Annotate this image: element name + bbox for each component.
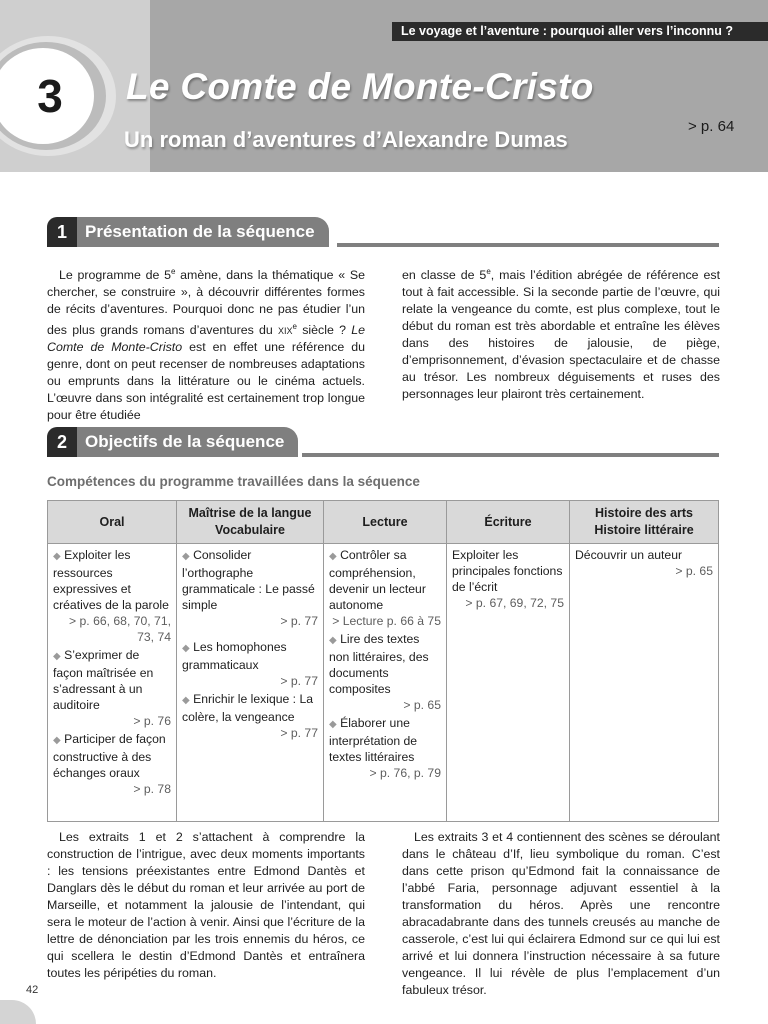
- page-subtitle: Un roman d’aventures d’Alexandre Dumas: [124, 127, 568, 152]
- table-title: Compétences du programme travaillées dans la séquence: [47, 474, 420, 489]
- list-item: ◆ Élaborer une interprétation de textes littéraires > p. 76, p. 79: [329, 716, 441, 780]
- header-ecriture: Écriture: [447, 501, 570, 544]
- section-1-rule: [337, 243, 719, 247]
- list-item: ◆ Consolider l’orthographe grammaticale : Le passé simple > p. 77: [182, 548, 318, 628]
- section-1-column-1: Le programme de 5e amène, dans la thématique « Se chercher, se construire », à découvrir différentes formes de récits d’aventures. Pourquoi donc ne pas étudier l’un des plus grands romans d’aventures du xix$^e$ siècle ? Le Comte de Monte-Cristo est en effet une référence du genre, dont on peut recenser de nombreuses adaptations ou emprunts dans la littérature ou le cinéma actuels. L’œuvre dans son intégralité est certainement trop longue pour être étudiée: [47, 267, 366, 423]
- list-item: ◆ Exploiter les ressources expressives et créatives de la parole > p. 66, 68, 70, 71, 73, 74: [53, 548, 171, 644]
- header-histoire: Histoire des arts Histoire littéraire: [570, 501, 719, 544]
- section-2-rule: [302, 453, 719, 457]
- section-2-number: 2: [47, 427, 77, 457]
- table-row: [48, 544, 719, 822]
- list-item: ◆ Les homophones grammaticaux > p. 77: [182, 640, 318, 688]
- section-2-label: Objectifs de la séquence: [77, 427, 298, 457]
- header-oral: Oral: [48, 501, 177, 544]
- list-item: ◆ Participer de façon constructive à des échanges oraux > p. 78: [53, 732, 171, 796]
- page-title: Le Comte de Monte-Cristo: [126, 66, 594, 107]
- header-page-ref: > p. 64: [688, 118, 735, 135]
- list-item: ◆ S’exprimer de façon maîtrisée en s’adressant à un auditoire > p. 76: [53, 648, 171, 728]
- page-corner-tab: [0, 1000, 36, 1024]
- list-item: Découvrir un auteur > p. 65: [575, 548, 713, 578]
- header-langue: Maîtrise de la langue Vocabulaire: [177, 501, 324, 544]
- chapter-number: 3: [0, 48, 94, 144]
- cell-langue: [177, 544, 324, 822]
- cell-lecture: [324, 544, 447, 822]
- competences-table: [47, 500, 719, 822]
- section-1-heading: [47, 217, 719, 247]
- list-item: ◆ Enrichir le lexique : La colère, la vengeance > p. 77: [182, 692, 318, 740]
- cell-histoire: [570, 544, 719, 822]
- bottom-column-2: Les extraits 3 et 4 contiennent des scènes se déroulant dans le château d’If, lieu symbolique du roman. C’est dans cette prison qu’Edmond fait la connaissance de l’abbé Faria, personnage adjuvant essentiel à la transformation du héros. Après une rencontre abracadabrante dans des tunnels creusés au manche de casserole, c’est lui qui éclairera Edmond sur ce qui lui est arrivé et lui donnera l’instruction nécessaire à sa future vengeance. Il lui révèle de plus l’emplacement d’un fabuleux trésor.: [402, 830, 720, 997]
- list-item: ◆ Lire des textes non littéraires, des documents composites > p. 65: [329, 632, 441, 712]
- cell-ecriture: [447, 544, 570, 822]
- section-2-heading: [47, 427, 719, 457]
- list-item: ◆ Contrôler sa compréhension, devenir un lecteur autonome > Lecture p. 66 à 75: [329, 548, 441, 628]
- page-number: 42: [26, 984, 39, 996]
- table-header-row: [48, 501, 719, 544]
- cell-oral: [48, 544, 177, 822]
- list-item: Exploiter les principales fonctions de l’écrit > p. 67, 69, 72, 75: [452, 548, 564, 610]
- section-1-number: 1: [47, 217, 77, 247]
- section-1-label: Présentation de la séquence: [77, 217, 329, 247]
- header-lecture: Lecture: [324, 501, 447, 544]
- theme-banner: Le voyage et l’aventure : pourquoi aller vers l’inconnu ?: [392, 22, 768, 41]
- bottom-column-1: Les extraits 1 et 2 s’attachent à comprendre la construction de l’intrigue, avec deux moments importants : les tensions préexistantes entre Edmond Dantès et Danglars dès le début du roman et leur arrivée au port de Marseille, et notamment la jalousie de l’intendant, qui sera le moteur de l’action à venir. Ainsi que l’écriture de la lettre de dénonciation par les trois ennemis du héros, ce qui scellera le destin d’Edmond Dantès et entraînera toutes les péripéties du roman.: [47, 830, 365, 980]
- section-1-column-2: en classe de 5e, mais l’édition abrégée de référence est tout à fait accessible. Si la seconde partie de l’œuvre, qui relate la vengeance du comte, est plus complexe, tout le début du roman est très abordable et entraîne les élèves dans des histoires de jalousie, de piège, d’emprisonnement, d’évasion spectaculaire et de chasse au trésor. Les nombreux déguisements et ruses des personnages leur plairont très certainement.: [402, 267, 721, 402]
